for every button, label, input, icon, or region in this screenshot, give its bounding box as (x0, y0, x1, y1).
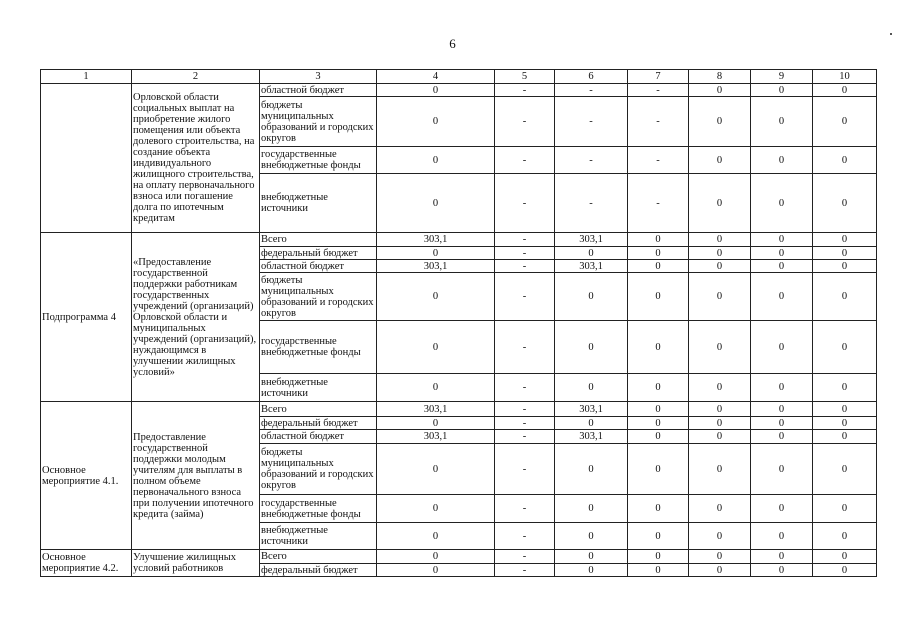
value-cell: 0 (555, 247, 628, 260)
value-cell: - (495, 402, 555, 417)
value-cell: - (495, 260, 555, 273)
value-cell: 0 (628, 550, 689, 564)
value-cell: 0 (751, 147, 813, 174)
value-cell: 0 (689, 495, 751, 523)
funding-source: бюджеты муниципальных образований и городских округов (260, 444, 377, 495)
value-cell: - (628, 97, 689, 147)
value-cell: - (495, 523, 555, 550)
value-cell: - (495, 564, 555, 577)
value-cell: - (495, 273, 555, 321)
page-number: 6 (449, 36, 456, 51)
program-code: Подпрограмма 4 (41, 233, 132, 402)
value-cell: 303,1 (377, 430, 495, 444)
value-cell: 0 (628, 495, 689, 523)
value-cell: 0 (813, 97, 877, 147)
header-cell: 8 (689, 70, 751, 84)
value-cell: 0 (555, 273, 628, 321)
value-cell: 0 (377, 564, 495, 577)
value-cell: 0 (751, 523, 813, 550)
value-cell: 0 (377, 174, 495, 233)
value-cell: 0 (751, 417, 813, 430)
value-cell: 0 (555, 523, 628, 550)
program-name: Улучшение жилищных условий работников (132, 550, 260, 577)
value-cell: 0 (689, 564, 751, 577)
value-cell: - (495, 233, 555, 247)
header-cell: 5 (495, 70, 555, 84)
value-cell: 0 (377, 417, 495, 430)
header-cell: 2 (132, 70, 260, 84)
value-cell: - (555, 97, 628, 147)
funding-source: государственные внебюджетные фонды (260, 495, 377, 523)
value-cell: 0 (377, 523, 495, 550)
funding-source: государственные внебюджетные фонды (260, 321, 377, 374)
value-cell: 0 (751, 174, 813, 233)
header-cell: 7 (628, 70, 689, 84)
funding-source: федеральный бюджет (260, 417, 377, 430)
value-cell: - (495, 84, 555, 97)
value-cell: 0 (813, 321, 877, 374)
value-cell: 0 (555, 417, 628, 430)
funding-source: бюджеты муниципальных образований и городских округов (260, 97, 377, 147)
value-cell: 0 (813, 402, 877, 417)
program-code: Основное мероприятие 4.1. (41, 402, 132, 550)
value-cell: 0 (377, 273, 495, 321)
value-cell: 0 (628, 273, 689, 321)
value-cell: 0 (813, 444, 877, 495)
value-cell: 0 (628, 260, 689, 273)
funding-source: внебюджетные источники (260, 374, 377, 402)
value-cell: 0 (377, 495, 495, 523)
funding-source: внебюджетные источники (260, 174, 377, 233)
value-cell: 0 (628, 417, 689, 430)
value-cell: 0 (813, 233, 877, 247)
value-cell: 0 (628, 402, 689, 417)
value-cell: 0 (689, 247, 751, 260)
value-cell: 0 (751, 321, 813, 374)
value-cell: - (495, 147, 555, 174)
header-cell: 4 (377, 70, 495, 84)
value-cell: 0 (813, 374, 877, 402)
value-cell: 0 (628, 523, 689, 550)
value-cell: 0 (813, 84, 877, 97)
value-cell: 0 (689, 374, 751, 402)
header-cell: 6 (555, 70, 628, 84)
scan-speck (890, 33, 892, 35)
value-cell: 0 (689, 174, 751, 233)
value-cell: 0 (751, 495, 813, 523)
program-code: Основное мероприятие 4.2. (41, 550, 132, 577)
value-cell: - (495, 444, 555, 495)
value-cell: 0 (628, 430, 689, 444)
value-cell: 0 (628, 374, 689, 402)
value-cell: 0 (689, 97, 751, 147)
value-cell: 0 (751, 273, 813, 321)
value-cell: 0 (813, 417, 877, 430)
header-cell: 10 (813, 70, 877, 84)
value-cell: 0 (689, 417, 751, 430)
value-cell: 0 (555, 550, 628, 564)
value-cell: - (555, 174, 628, 233)
value-cell: 303,1 (377, 233, 495, 247)
value-cell: 0 (689, 523, 751, 550)
value-cell: - (628, 84, 689, 97)
value-cell: 303,1 (555, 233, 628, 247)
funding-source: Всего (260, 233, 377, 247)
value-cell: - (628, 174, 689, 233)
funding-source: областной бюджет (260, 430, 377, 444)
value-cell: - (495, 550, 555, 564)
value-cell: 0 (751, 233, 813, 247)
value-cell: 303,1 (377, 260, 495, 273)
value-cell: 0 (813, 523, 877, 550)
value-cell: 0 (555, 564, 628, 577)
value-cell: 303,1 (377, 402, 495, 417)
value-cell: 0 (813, 260, 877, 273)
value-cell: 0 (628, 321, 689, 374)
value-cell: 303,1 (555, 260, 628, 273)
value-cell: 0 (751, 430, 813, 444)
value-cell: 0 (751, 247, 813, 260)
value-cell: 0 (377, 374, 495, 402)
funding-source: областной бюджет (260, 84, 377, 97)
value-cell: - (495, 247, 555, 260)
value-cell: - (555, 84, 628, 97)
value-cell: 0 (751, 564, 813, 577)
value-cell: 0 (751, 402, 813, 417)
value-cell: 0 (689, 233, 751, 247)
value-cell: 0 (813, 273, 877, 321)
value-cell: - (495, 374, 555, 402)
value-cell: - (628, 147, 689, 174)
funding-source: бюджеты муниципальных образований и городских округов (260, 273, 377, 321)
value-cell: 0 (751, 97, 813, 147)
value-cell: 0 (813, 550, 877, 564)
funding-source: государственные внебюджетные фонды (260, 147, 377, 174)
value-cell: 303,1 (555, 402, 628, 417)
table-row (41, 84, 877, 97)
value-cell: 0 (377, 247, 495, 260)
funding-source: областной бюджет (260, 260, 377, 273)
value-cell: 0 (813, 564, 877, 577)
program-name: Предоставление государственной поддержки молодым учителям для выплаты в полном объеме первоначального взноса при получении ипотечного кредита (займа) (132, 402, 260, 550)
value-cell: 0 (689, 273, 751, 321)
table-row (41, 233, 877, 247)
value-cell: - (495, 321, 555, 374)
program-code (41, 84, 132, 233)
header-cell: 1 (41, 70, 132, 84)
funding-source: федеральный бюджет (260, 247, 377, 260)
value-cell: 0 (555, 495, 628, 523)
value-cell: 0 (689, 550, 751, 564)
value-cell: 0 (751, 260, 813, 273)
header-cell: 3 (260, 70, 377, 84)
value-cell: 0 (813, 247, 877, 260)
value-cell: 0 (377, 97, 495, 147)
value-cell: 0 (377, 84, 495, 97)
value-cell: 0 (377, 321, 495, 374)
value-cell: 0 (689, 260, 751, 273)
value-cell: - (555, 147, 628, 174)
value-cell: 0 (555, 374, 628, 402)
value-cell: - (495, 174, 555, 233)
value-cell: 0 (813, 174, 877, 233)
value-cell: 0 (377, 444, 495, 495)
table-row (41, 402, 877, 417)
funding-source: внебюджетные источники (260, 523, 377, 550)
program-name: «Предоставление государственной поддержки работникам государственных учреждений (организаций) Орловской области и муниципальных учреждений (организаций), нуждающимся в улучшении жилищных условий» (132, 233, 260, 402)
value-cell: 0 (689, 430, 751, 444)
value-cell: 0 (689, 84, 751, 97)
funding-source: Всего (260, 402, 377, 417)
value-cell: 303,1 (555, 430, 628, 444)
value-cell: 0 (689, 321, 751, 374)
value-cell: 0 (689, 444, 751, 495)
value-cell: - (495, 430, 555, 444)
value-cell: 0 (377, 147, 495, 174)
value-cell: 0 (377, 550, 495, 564)
funding-source: Всего (260, 550, 377, 564)
value-cell: 0 (628, 247, 689, 260)
value-cell: 0 (555, 444, 628, 495)
value-cell: 0 (628, 564, 689, 577)
value-cell: - (495, 417, 555, 430)
funding-source: федеральный бюджет (260, 564, 377, 577)
value-cell: 0 (689, 402, 751, 417)
funding-table (40, 69, 877, 577)
value-cell: 0 (813, 430, 877, 444)
table-row (41, 550, 877, 564)
value-cell: 0 (751, 444, 813, 495)
header-cell: 9 (751, 70, 813, 84)
value-cell: 0 (555, 321, 628, 374)
value-cell: 0 (751, 374, 813, 402)
value-cell: 0 (628, 233, 689, 247)
value-cell: 0 (813, 147, 877, 174)
value-cell: 0 (628, 444, 689, 495)
value-cell: - (495, 495, 555, 523)
value-cell: - (495, 97, 555, 147)
value-cell: 0 (751, 84, 813, 97)
value-cell: 0 (751, 550, 813, 564)
program-name: Орловской области социальных выплат на приобретение жилого помещения или объекта долевого строительства, на создание объекта индивидуального жилищного строительства, на оплату первоначального взноса или погашение долга по ипотечным кредитам (132, 84, 260, 233)
value-cell: 0 (689, 147, 751, 174)
value-cell: 0 (813, 495, 877, 523)
